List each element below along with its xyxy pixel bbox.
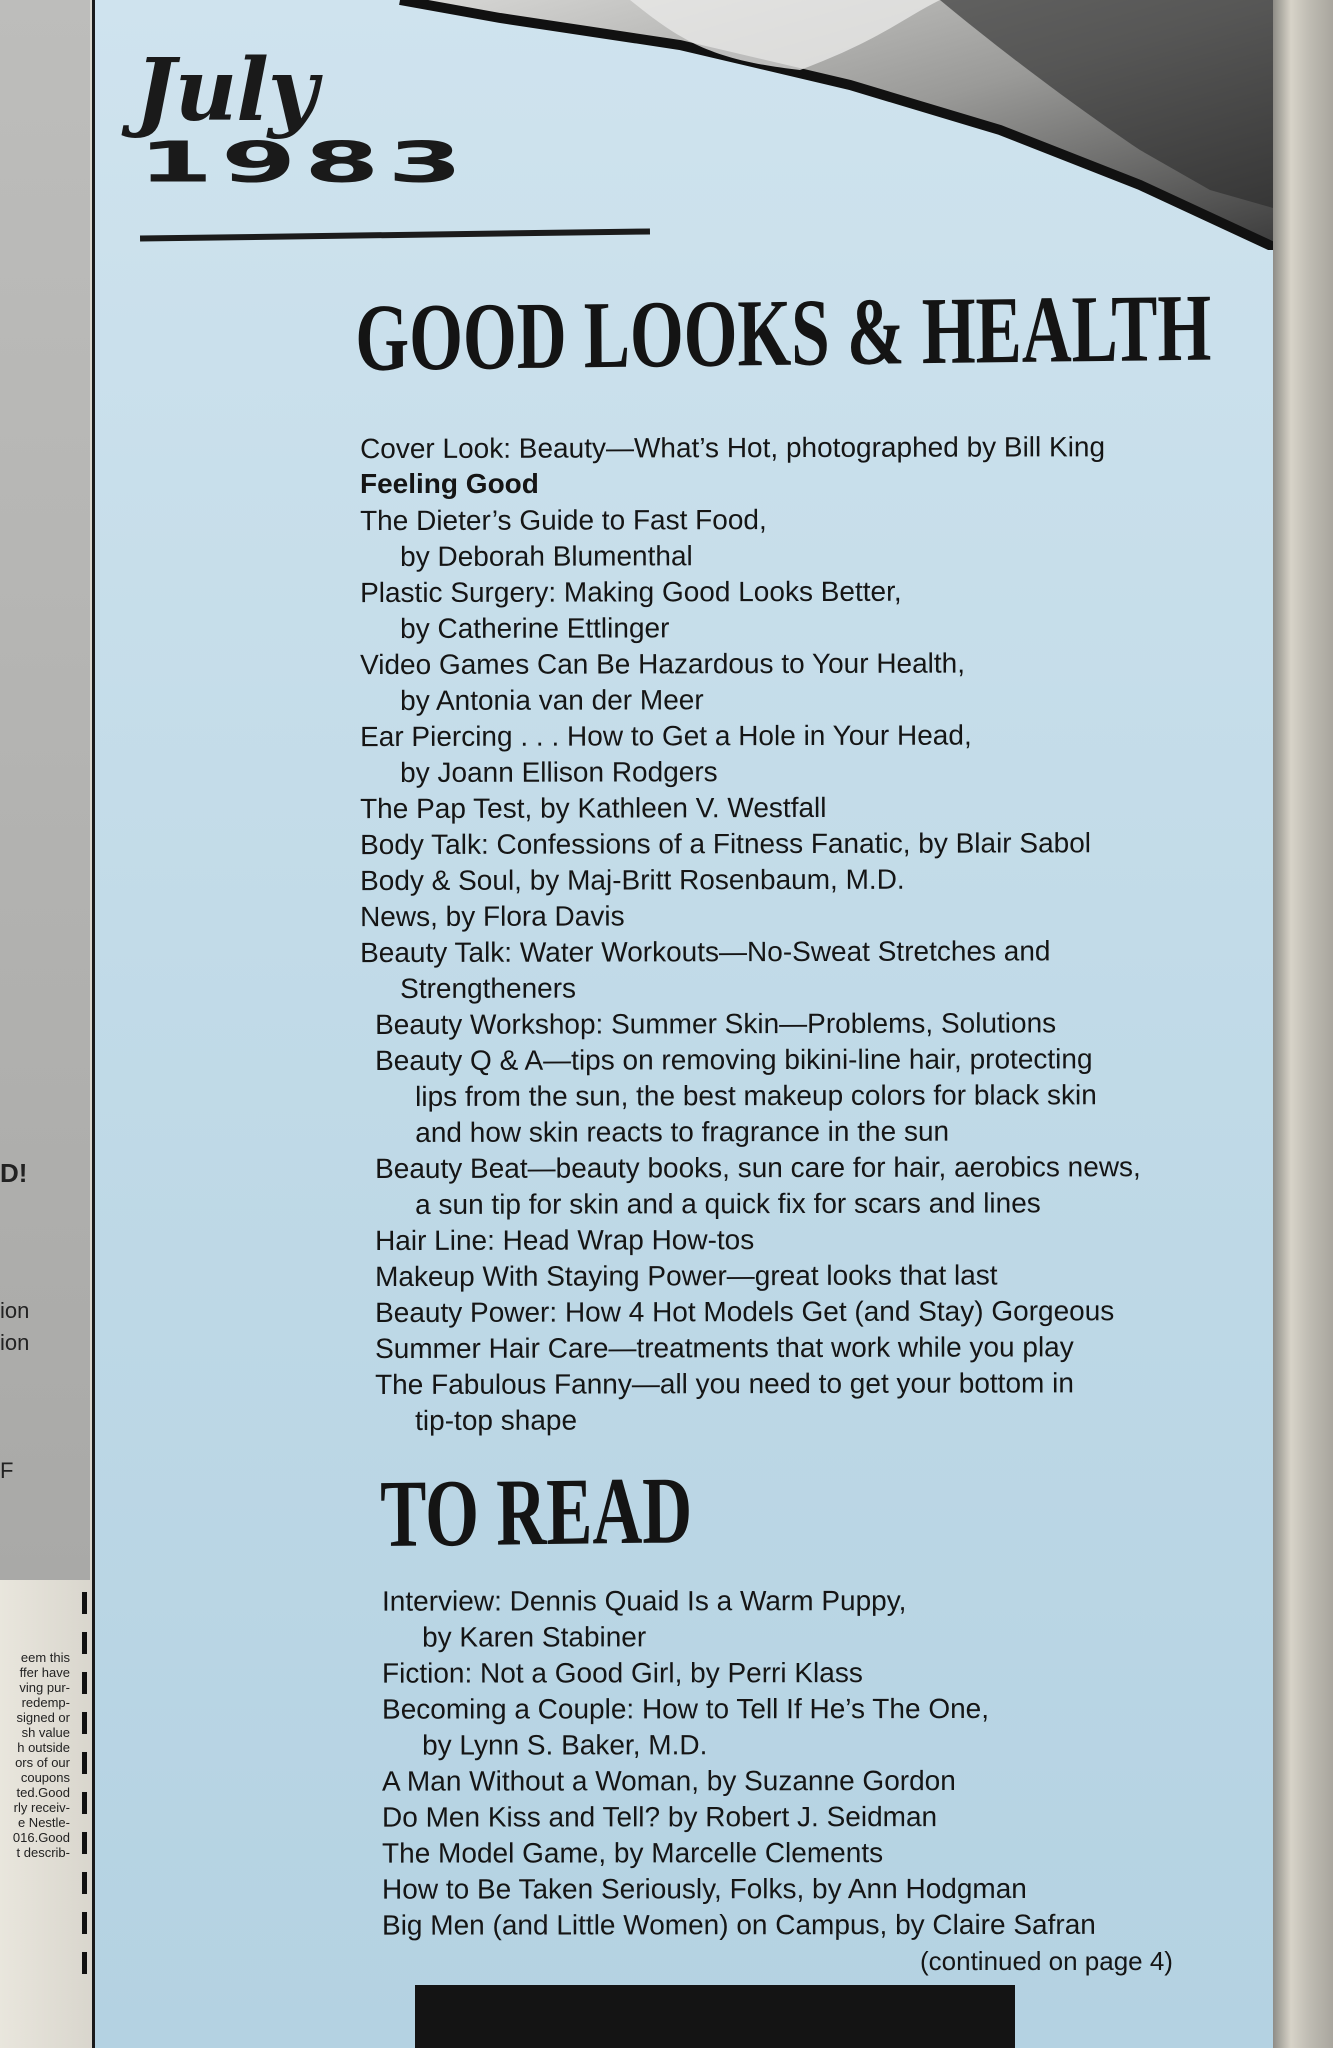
toc-title-line: Plastic Surgery: Making Good Looks Better, — [360, 575, 902, 609]
coupon-dash — [82, 1952, 87, 1974]
toc-title-line: tip-top shape — [415, 1404, 578, 1436]
toc-title-line: Makeup With Staying Power—great looks that last — [375, 1259, 998, 1293]
toc-title-line: by Lynn S. Baker, M.D. — [422, 1729, 708, 1761]
toc-title-line: Hair Line: Head Wrap How-tos — [375, 1224, 755, 1257]
toc-title-line: Beauty Workshop: Summer Skin—Problems, Solutions — [375, 1007, 1057, 1041]
issue-month: July — [135, 40, 317, 141]
fine-print-line: h outside — [17, 1740, 70, 1755]
left-page-strip — [0, 0, 95, 2048]
toc-subheading: Feeling Good — [360, 468, 539, 499]
coupon-dash — [82, 1832, 87, 1854]
fine-print-line: e Nestle- — [17, 1815, 70, 1830]
toc-title-line: by Antonia van der Meer — [400, 684, 704, 716]
toc-title-line: The Fabulous Fanny—all you need to get your bottom in — [375, 1367, 1074, 1401]
toc-title-line: by Catherine Ettlinger — [400, 612, 670, 644]
toc-title-line: Beauty Power: How 4 Hot Models Get (and Stay) Gorgeous — [375, 1295, 1115, 1329]
coupon-dash — [82, 1672, 87, 1694]
fine-print-line: sh value — [21, 1725, 70, 1740]
issue-year: 1983 — [138, 130, 471, 195]
toc-title-line: Body & Soul, by Maj-Britt Rosenbaum, M.D. — [360, 863, 905, 897]
coupon-dash — [82, 1752, 87, 1774]
toc-title-line: by Deborah Blumenthal — [400, 540, 693, 572]
fine-print-line: ving pur- — [19, 1680, 70, 1695]
fine-print-line: ted.Good — [16, 1785, 70, 1800]
fine-print-line: ors of our — [15, 1755, 70, 1770]
toc-title-line: lips from the sun, the best makeup colors for black skin — [415, 1079, 1097, 1112]
toc-title-line: Beauty Beat—beauty books, sun care for hair, aerobics news, — [375, 1151, 1141, 1185]
section-title-good-looks-health: GOOD LOOKS & HEALTH — [355, 273, 1212, 391]
toc-title-line: Interview: Dennis Quaid Is a Warm Puppy, — [382, 1585, 907, 1617]
left-fragment: F — [0, 1458, 14, 1483]
left-fragment: D! — [0, 1158, 28, 1188]
bottom-black-bar — [415, 1985, 1015, 2048]
coupon-dash — [82, 1792, 87, 1814]
toc-title-line: Ear Piercing . . . How to Get a Hole in Your Head, — [360, 719, 972, 753]
fine-print-line: coupons — [20, 1770, 70, 1785]
fine-print-line: redemp- — [21, 1695, 70, 1710]
fine-print-line: rly receiv- — [13, 1800, 70, 1815]
left-fragment: ion — [0, 1298, 30, 1323]
coupon-dash — [82, 1712, 87, 1734]
fine-print-line: ffer have — [19, 1665, 70, 1680]
toc-title-line: Body Talk: Confessions of a Fitness Fanatic, by Blair Sabol — [360, 827, 1092, 861]
continued-note: (continued on page 4) — [920, 1946, 1173, 1976]
toc-title-line: The Pap Test, by Kathleen V. Westfall — [360, 791, 827, 825]
toc-title-line: Video Games Can Be Hazardous to Your Health, — [360, 647, 966, 681]
toc-title-line: Strengtheners — [400, 972, 577, 1004]
toc-title-line: Beauty Talk: Water Workouts—No-Sweat Stretches and — [360, 935, 1051, 969]
coupon-dash — [82, 1592, 87, 1614]
toc-title-line: News, by Flora Davis — [360, 900, 625, 933]
toc-title-line: Summer Hair Care—treatments that work while you play — [375, 1331, 1074, 1365]
fine-print-line: signed or — [16, 1710, 70, 1725]
coupon-dash — [82, 1912, 87, 1934]
fine-print-line: t describ- — [16, 1845, 70, 1860]
toc-title-line: Fiction: Not a Good Girl, by Perri Klass — [382, 1657, 863, 1689]
toc-title-line: by Joann Ellison Rodgers — [400, 756, 718, 788]
coupon-dash — [82, 1632, 87, 1654]
section-title-to-read: TO READ — [380, 1456, 693, 1567]
toc-title-line: Do Men Kiss and Tell? by Robert J. Seidman — [382, 1801, 938, 1833]
toc-title-line: The Dieter’s Guide to Fast Food, — [360, 504, 767, 537]
toc-title-line: a sun tip for skin and a quick fix for scars and lines — [415, 1187, 1041, 1220]
toc-title-line: by Karen Stabiner — [422, 1621, 647, 1653]
toc-title-line: Big Men (and Little Women) on Campus, by Claire Safran — [382, 1908, 1096, 1941]
toc-title-line: and how skin reacts to fragrance in the sun — [415, 1115, 950, 1148]
page-edge — [1273, 0, 1333, 2048]
coupon-dash — [82, 1872, 87, 1894]
toc-title-line: How to Be Taken Seriously, Folks, by Ann Hodgman — [382, 1872, 1027, 1905]
toc-title-line: A Man Without a Woman, by Suzanne Gordon — [382, 1765, 956, 1797]
cover-photo — [380, 0, 1280, 250]
toc-title-line: The Model Game, by Marcelle Clements — [382, 1837, 884, 1869]
toc-title-line: Beauty Q & A—tips on removing bikini-line hair, protecting — [375, 1043, 1093, 1077]
left-fine-print — [0, 1650, 70, 1860]
toc-title-line: Becoming a Couple: How to Tell If He’s The One, — [382, 1693, 990, 1725]
toc-title-line: Cover Look: Beauty—What’s Hot, photographed by Bill King — [360, 431, 1106, 465]
left-fragment: ion — [0, 1330, 30, 1355]
fine-print-line: eem this — [20, 1650, 70, 1665]
fine-print-line: 016.Good — [12, 1830, 70, 1845]
